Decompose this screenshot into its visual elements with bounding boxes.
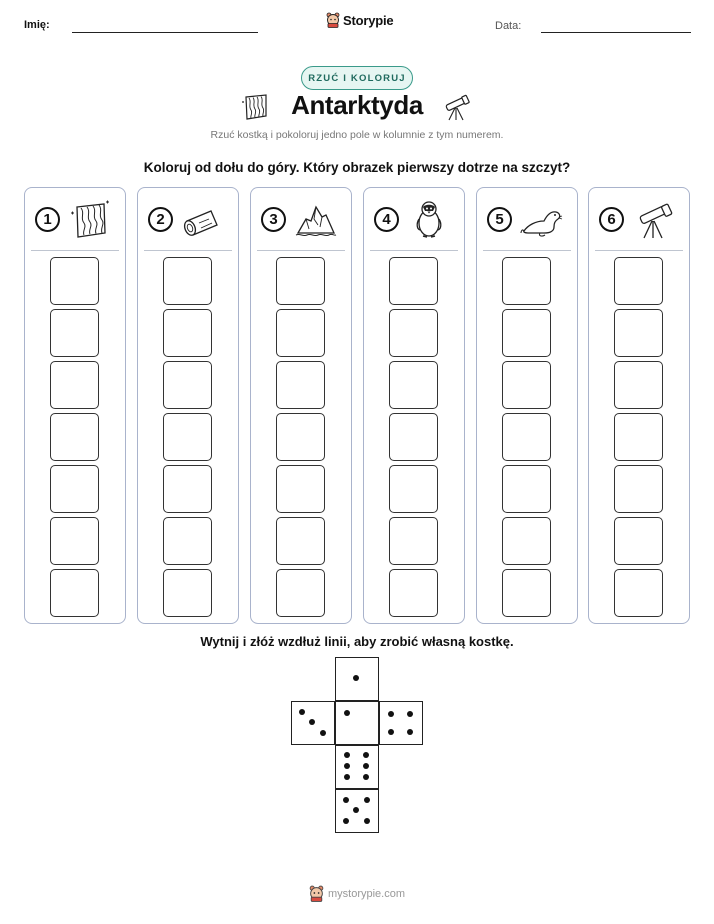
coloring-cell[interactable]	[50, 517, 99, 565]
column-number: 6	[599, 207, 624, 232]
storypie-mascot-icon	[309, 885, 324, 902]
die-pip	[344, 774, 350, 780]
coloring-cell[interactable]	[389, 257, 438, 305]
worksheet-title: Antarktyda	[291, 90, 423, 120]
die-face-lower	[335, 745, 379, 789]
coloring-cell[interactable]	[276, 569, 325, 617]
column-header	[138, 188, 238, 250]
coloring-cell[interactable]	[502, 361, 551, 409]
name-write-line	[72, 32, 258, 33]
coloring-cell[interactable]	[614, 413, 663, 461]
die-pip	[353, 675, 359, 681]
coloring-cells	[614, 257, 664, 621]
column-header	[477, 188, 577, 250]
column-number: 1	[35, 207, 60, 232]
die-face-top	[335, 657, 379, 701]
column-number: 2	[148, 207, 173, 232]
die-pip	[343, 797, 349, 803]
coloring-cell[interactable]	[276, 309, 325, 357]
coloring-cell[interactable]	[502, 517, 551, 565]
die-face-center	[335, 701, 379, 745]
date-label: Data:	[495, 20, 522, 32]
die-pip	[344, 752, 350, 758]
column-divider	[144, 250, 232, 251]
column-header	[589, 188, 689, 250]
die-pip	[364, 797, 370, 803]
coloring-cell[interactable]	[389, 361, 438, 409]
column-number: 3	[261, 207, 286, 232]
coloring-cell[interactable]	[614, 257, 663, 305]
coloring-cell[interactable]	[614, 517, 663, 565]
column-header	[25, 188, 125, 250]
coloring-cell[interactable]	[276, 257, 325, 305]
coloring-cells	[389, 257, 439, 621]
column-divider	[370, 250, 458, 251]
coloring-instruction: Koloruj od dołu do góry. Który obrazek pierwszy dotrze na szczyt?	[143, 160, 571, 175]
coloring-cell[interactable]	[389, 413, 438, 461]
coloring-cell[interactable]	[276, 413, 325, 461]
column-divider	[257, 250, 345, 251]
die-face-right	[379, 701, 423, 745]
column-number: 4	[374, 207, 399, 232]
coloring-cell[interactable]	[50, 465, 99, 513]
coloring-cells	[50, 257, 100, 621]
coloring-cell[interactable]	[389, 309, 438, 357]
date-write-line	[541, 32, 691, 33]
brand-name: Storypie	[343, 12, 394, 28]
die-face-left	[291, 701, 335, 745]
column-header	[251, 188, 351, 250]
coloring-cell[interactable]	[276, 465, 325, 513]
column-1	[24, 187, 126, 624]
ice-shelf-icon	[68, 199, 112, 241]
penguin-icon	[407, 199, 451, 241]
die-pip	[363, 774, 369, 780]
coloring-cells	[502, 257, 552, 621]
worksheet-header	[0, 0, 714, 50]
coloring-cell[interactable]	[614, 569, 663, 617]
coloring-cell[interactable]	[163, 257, 212, 305]
cut-instruction: Wytnij i złóż wzdłuż linii, aby zrobić własną kostkę.	[200, 634, 514, 649]
coloring-cell[interactable]	[614, 309, 663, 357]
seal-icon	[520, 199, 564, 241]
die-pip	[407, 729, 413, 735]
coloring-cell[interactable]	[276, 517, 325, 565]
coloring-cell[interactable]	[502, 465, 551, 513]
coloring-cell[interactable]	[276, 361, 325, 409]
die-face-bottom	[335, 789, 379, 833]
log-icon	[181, 199, 225, 241]
die-pip	[363, 752, 369, 758]
die-pip	[388, 711, 394, 717]
coloring-cell[interactable]	[614, 361, 663, 409]
coloring-cell[interactable]	[502, 413, 551, 461]
coloring-cell[interactable]	[502, 257, 551, 305]
footer-website[interactable]: mystorypie.com	[327, 887, 406, 900]
worksheet-subtitle: Rzuć kostką i pokoloruj jedno pole w kolumnie z tym numerem.	[210, 129, 504, 141]
brand-logo	[326, 12, 393, 28]
dice-race-columns	[24, 187, 690, 624]
column-divider	[483, 250, 571, 251]
column-header	[364, 188, 464, 250]
column-3	[250, 187, 352, 624]
page-footer	[0, 885, 714, 902]
coloring-cells	[163, 257, 213, 621]
coloring-cell[interactable]	[163, 309, 212, 357]
die-pip	[320, 730, 326, 736]
telescope-icon	[632, 199, 676, 241]
activity-badge: RZUĆ I KOLORUJ	[301, 66, 413, 90]
coloring-cell[interactable]	[163, 569, 212, 617]
coloring-cell[interactable]	[50, 361, 99, 409]
coloring-cell[interactable]	[502, 309, 551, 357]
coloring-cell[interactable]	[163, 361, 212, 409]
die-pip	[364, 818, 370, 824]
die-pip	[309, 719, 315, 725]
die-pip	[353, 807, 359, 813]
column-divider	[31, 250, 119, 251]
column-2	[137, 187, 239, 624]
die-pip	[343, 818, 349, 824]
coloring-cells	[276, 257, 326, 621]
column-divider	[595, 250, 683, 251]
column-4	[363, 187, 465, 624]
name-label: Imię:	[24, 19, 50, 31]
coloring-cell[interactable]	[389, 465, 438, 513]
die-pip	[299, 709, 305, 715]
coloring-cell[interactable]	[614, 465, 663, 513]
die-pip	[344, 763, 350, 769]
coloring-cell[interactable]	[389, 569, 438, 617]
column-number: 5	[487, 207, 512, 232]
telescope-icon	[440, 92, 472, 122]
coloring-cell[interactable]	[163, 517, 212, 565]
storypie-mascot-icon	[326, 12, 340, 28]
die-pip	[407, 711, 413, 717]
coloring-cell[interactable]	[163, 413, 212, 461]
column-6	[588, 187, 690, 624]
coloring-cell[interactable]	[50, 413, 99, 461]
coloring-cell[interactable]	[502, 569, 551, 617]
coloring-cell[interactable]	[163, 465, 212, 513]
die-pip	[388, 729, 394, 735]
coloring-cell[interactable]	[389, 517, 438, 565]
coloring-cell[interactable]	[50, 309, 99, 357]
coloring-cell[interactable]	[50, 257, 99, 305]
iceberg-icon	[294, 199, 338, 241]
coloring-cell[interactable]	[50, 569, 99, 617]
die-pip	[363, 763, 369, 769]
die-pip	[344, 710, 350, 716]
column-5	[476, 187, 578, 624]
